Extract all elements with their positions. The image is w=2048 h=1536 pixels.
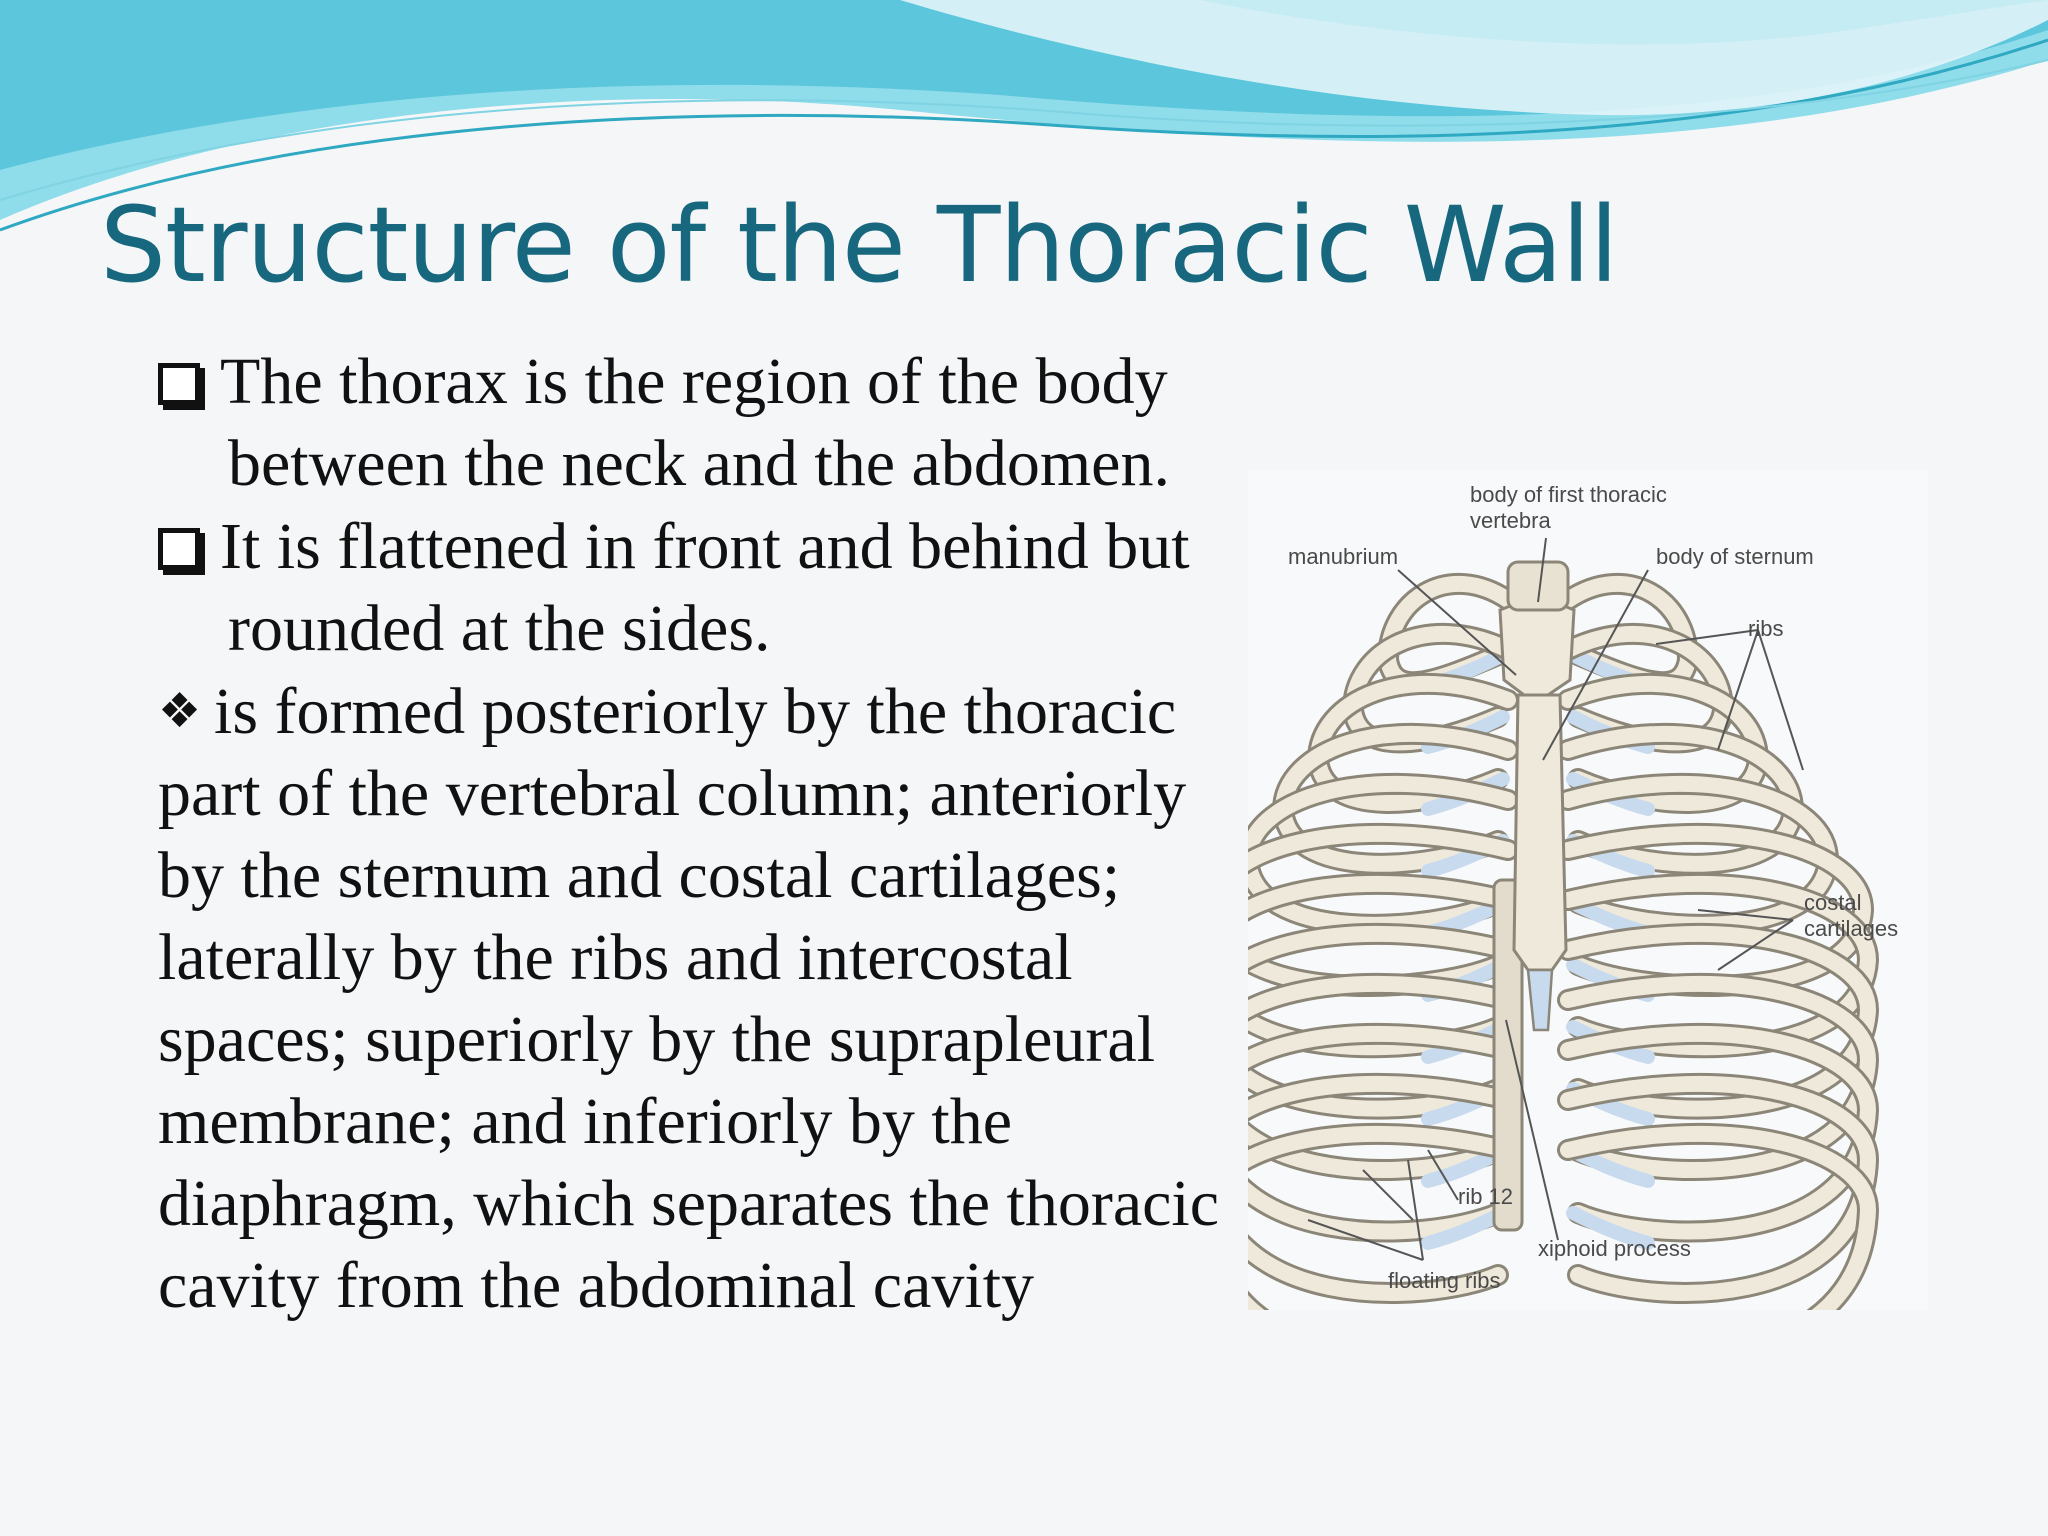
label-ribs: ribs	[1748, 616, 1784, 641]
label-body-first-thoracic: body of first thoracic	[1470, 482, 1667, 507]
label-cartilages: cartilages	[1804, 916, 1899, 941]
bullet-text-2: It is flattened in front and behind but rounded at the sides.	[220, 510, 1190, 665]
label-floating-ribs: floating ribs	[1388, 1268, 1501, 1293]
square-bullet-icon	[158, 505, 220, 587]
bullet-item-2	[158, 505, 1298, 670]
square-bullet-icon	[158, 340, 220, 422]
label-xiphoid-process: xiphoid process	[1538, 1236, 1691, 1261]
slide-title: Structure of the Thoracic Wall	[100, 184, 1618, 306]
diamond-bullet-icon: ❖	[158, 683, 202, 739]
label-manubrium: manubrium	[1288, 544, 1399, 569]
bullet-list	[158, 340, 1298, 1327]
label-costal: costal	[1804, 890, 1862, 915]
bullet-text-3: is formed posteriorly by the thoracic part of the vertebral column; anteriorly by the sternum and costal cartilages; laterally by the ribs and intercostal spaces; superiorly by the suprapleural membrane; and inferiorly by the diaphragm, which separates the thoracic cavity from the abdominal cavity	[158, 675, 1220, 1322]
rib-cage-figure	[1248, 470, 1928, 1310]
bullet-item-1	[158, 340, 1298, 505]
label-rib-12: rib 12	[1458, 1184, 1514, 1209]
bullet-text-1: The thorax is the region of the body between the neck and the abdomen.	[220, 345, 1170, 500]
label-body-of-sternum: body of sternum	[1656, 544, 1814, 569]
label-vertebra: vertebra	[1470, 508, 1551, 533]
bullet-item-3	[158, 670, 1248, 1327]
